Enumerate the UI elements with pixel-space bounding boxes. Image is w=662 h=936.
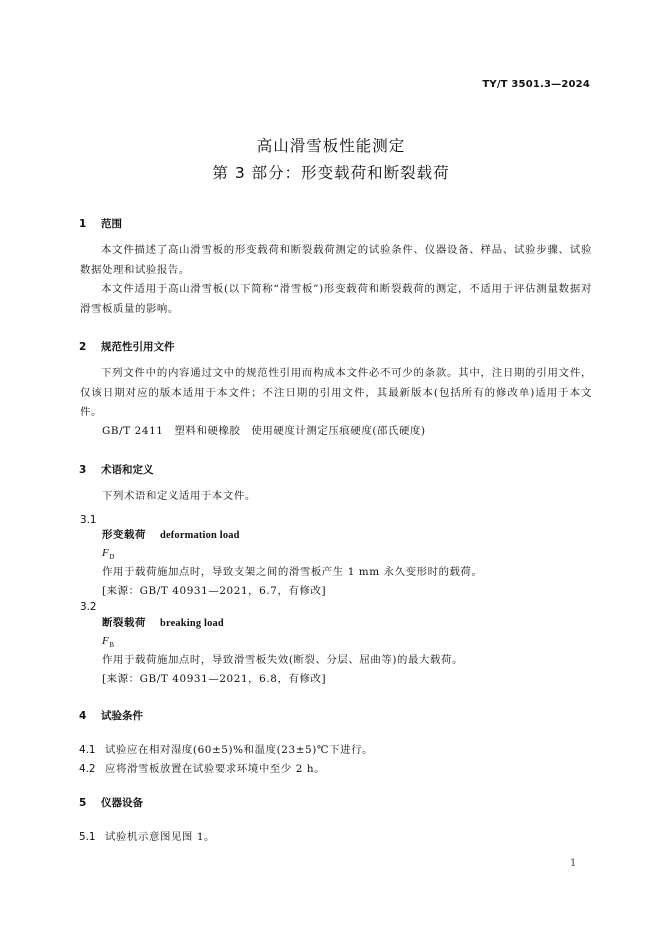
term-source: [来源：GB/T 40931—2021，6.7，有修改] [102, 585, 327, 597]
section-heading-2 [79, 339, 175, 354]
clause-4-2 [79, 760, 325, 775]
term-name-breaking-load [102, 614, 592, 634]
section-number: 3 [79, 464, 87, 476]
term-number: 3.1 [80, 514, 97, 526]
section-title: 术语和定义 [101, 464, 154, 476]
clause-number: 4.2 [79, 763, 96, 775]
page-number: 1 [570, 858, 577, 869]
term-source: [来源：GB/T 40931—2021，6.8，有修改] [102, 673, 327, 685]
section-number: 1 [79, 218, 87, 230]
section-heading-4 [79, 708, 143, 723]
clause-5-1 [79, 828, 215, 843]
term-en: breaking load [159, 618, 224, 629]
section-number: 5 [79, 797, 87, 809]
clause-text: 应将滑雪板放置在试验要求环境中至少 2 h。 [105, 763, 326, 775]
symbol-letter: F [102, 635, 110, 647]
symbol-subscript: D [109, 553, 115, 562]
scope-paragraph-1: 本文件描述了高山滑雪板的形变载荷和断裂载荷测定的试验条件、仪器设备、样品、试验步骤、试验数据处理和试验报告。 [80, 244, 592, 276]
clause-number: 4.1 [79, 744, 96, 756]
term-number: 3.2 [80, 601, 97, 613]
reference-gbt-2411: GB/T 2411 塑料和硬橡胶 使用硬度计测定压痕硬度(邵氏硬度) [102, 425, 426, 437]
section-title: 仪器设备 [101, 797, 143, 809]
clause-text: 试验应在相对湿度(60±5)%和温度(23±5)℃下进行。 [105, 744, 374, 756]
term-name-deformation-load [102, 526, 592, 546]
section-heading-1 [79, 216, 122, 231]
clause-4-1 [79, 741, 373, 756]
term-zh: 断裂载荷 [102, 617, 146, 629]
symbol-letter: F [102, 547, 110, 559]
standard-number: TY/T 3501.3—2024 [482, 79, 590, 90]
section-heading-5 [79, 795, 143, 810]
section-title: 范围 [101, 218, 122, 230]
symbol-subscript: B [109, 641, 115, 650]
section-title: 试验条件 [101, 710, 143, 722]
term-zh: 形变载荷 [102, 529, 146, 541]
section-heading-3 [79, 462, 154, 477]
document-title-line1: 高山滑雪板性能测定 [256, 137, 406, 155]
scope-paragraph-2: 本文件适用于高山滑雪板(以下简称“滑雪板”)形变载荷和断裂载荷的测定，不适用于评估测量数据对滑雪板质量的影响。 [80, 283, 592, 315]
document-title-line2: 第 3 部分：形变载荷和断裂载荷 [212, 164, 450, 182]
section-number: 4 [79, 710, 87, 722]
term-definition: 作用于载荷施加点时，导致支架之间的滑雪板产生 1 mm 永久变形时的载荷。 [102, 566, 483, 578]
terms-intro: 下列术语和定义适用于本文件。 [102, 490, 256, 502]
clause-text: 试验机示意图见图 1。 [105, 831, 216, 843]
section-number: 2 [79, 341, 87, 353]
term-definition: 作用于载荷施加点时，导致滑雪板失效(断裂、分层、屈曲等)的最大载荷。 [102, 654, 464, 666]
section-title: 规范性引用文件 [101, 341, 175, 353]
clause-number: 5.1 [79, 831, 96, 843]
normative-references-paragraph: 下列文件中的内容通过文中的规范性引用而构成本文件必不可少的条款。其中，注日期的引用文件，仅该日期对应的版本适用于本文件；不注日期的引用文件，其最新版本(包括所有的修改单)适用于本文件。 [80, 367, 592, 418]
term-en: deformation load [159, 530, 240, 541]
